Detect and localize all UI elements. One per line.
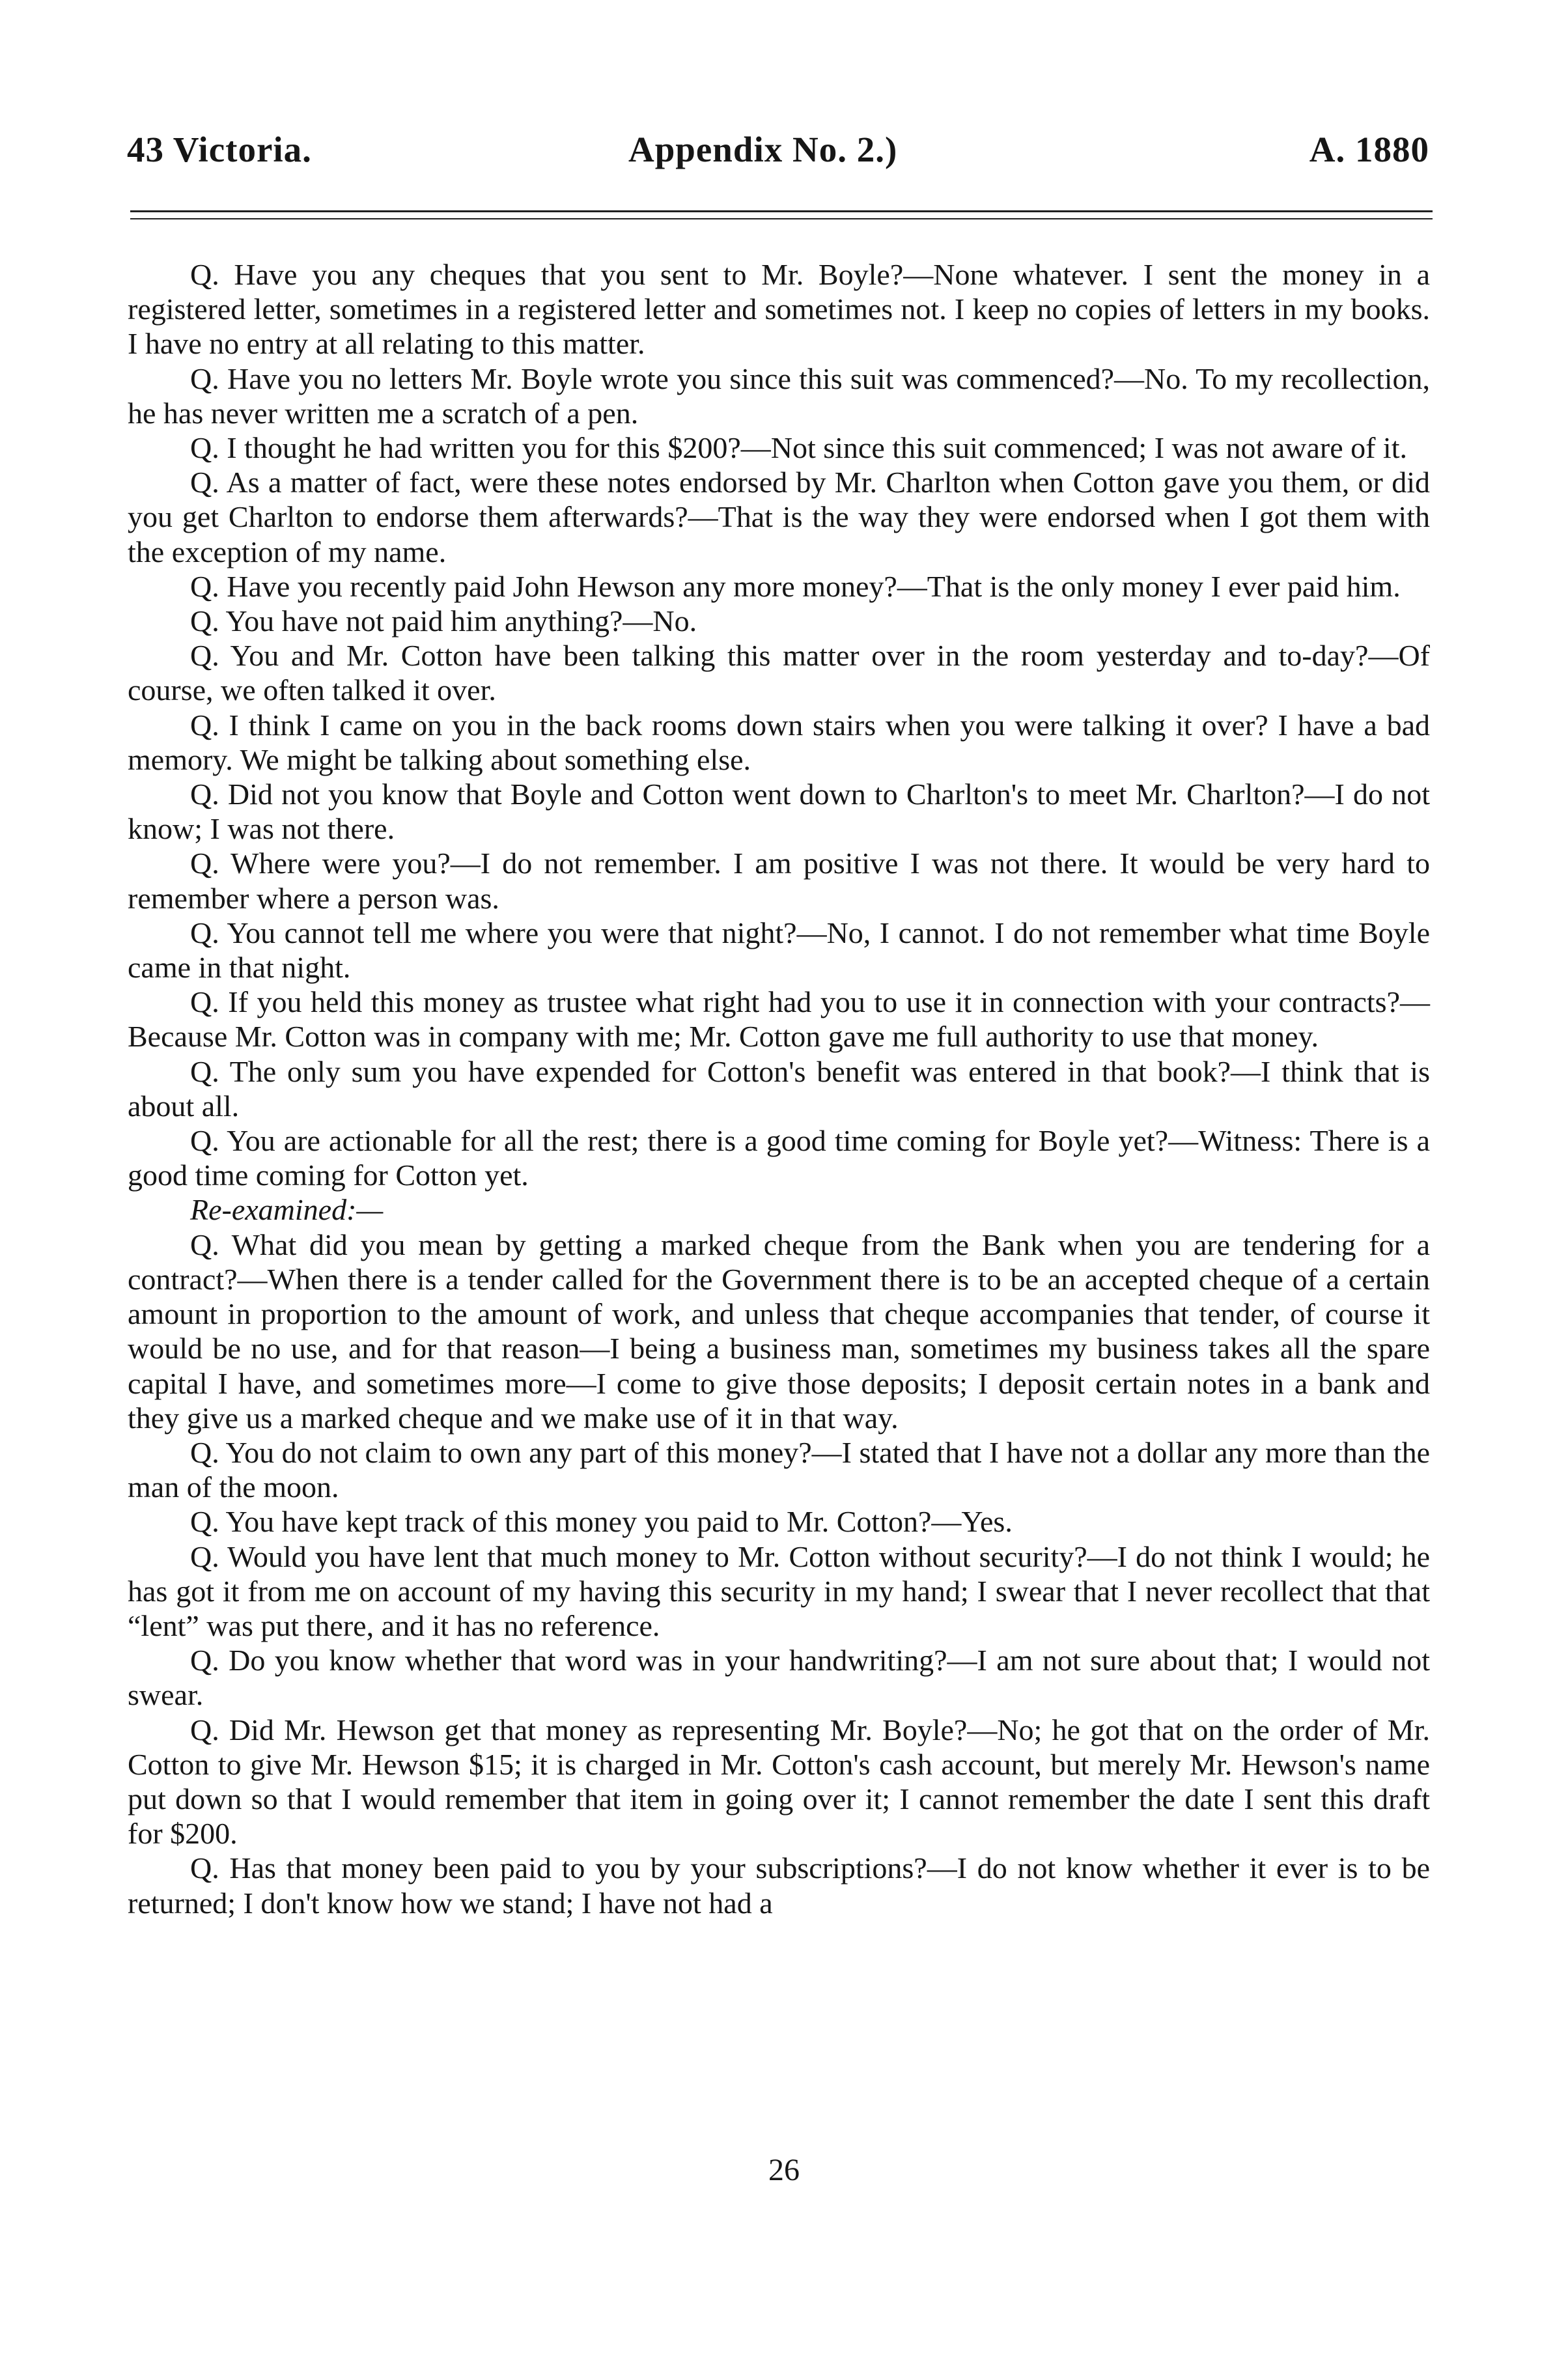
- paragraph: Q. Where were you?—I do not remember. I am positive I was not there. It would be very hard to remember where a person was.: [128, 847, 1430, 915]
- header-year: A. 1880: [1309, 130, 1429, 169]
- paragraph: Q. You have kept track of this money you paid to Mr. Cotton?—Yes.: [190, 1505, 1013, 1539]
- page-header: [127, 129, 1429, 181]
- paragraph: Q. You cannot tell me where you were that night?—No, I cannot. I do not remember what time Boyle came in that night.: [128, 916, 1430, 985]
- paragraph: Q. The only sum you have expended for Cotton's benefit was entered in that book?—I think that is about all.: [128, 1054, 1430, 1123]
- paragraph: Q. I think I came on you in the back rooms down stairs when you were talking it over? I have a bad memory. We might be talking about something else.: [128, 708, 1430, 776]
- paragraph: Q. What did you mean by getting a marked cheque from the Bank when you are tendering for a contract?—When there is a tender called for the Government there is to be an accepted cheque of a certain amount in proportion to the amount of work, and unless that cheque accompanies that tender, of course it would be no use, and for that reason—I being a business man, sometimes my business takes all the spare capital I have, and sometimes more—I come to give those deposits; I deposit certain notes in a bank and they give us a marked cheque and we make use of it in that way.: [128, 1227, 1430, 1435]
- paragraph: Q. Did Mr. Hewson get that money as representing Mr. Boyle?—No; he got that on the order of Mr. Cotton to give Mr. Hewson $15; it is charged in Mr. Cotton's cash account, but merely Mr. Hewson's name put down so that I would remember that item in going over it; I cannot remember the date I sent this draft for $200.: [128, 1713, 1430, 1851]
- paragraph: Q. Have you recently paid John Hewson any more money?—That is the only money I ever paid him.: [190, 569, 1401, 603]
- paragraph: Q. You have not paid him anything?—No.: [190, 604, 697, 638]
- paragraph: Q. You do not claim to own any part of this money?—I stated that I have not a dollar any more than the man of the moon.: [128, 1435, 1430, 1504]
- paragraph: Q. You and Mr. Cotton have been talking this matter over in the room yesterday and to-day?—Of course, we often talked it over.: [128, 639, 1430, 707]
- header-rule: [130, 210, 1433, 219]
- paragraph: Q. Have you any cheques that you sent to Mr. Boyle?—None whatever. I sent the money in a registered letter, sometimes in a registered letter and sometimes not. I keep no copies of letters in my books. I have no entry at all relating to this matter.: [128, 258, 1430, 361]
- paragraph: Q. Has that money been paid to you by your subscriptions?—I do not know whether it ever is to be returned; I don't know how we stand; I have not had a: [128, 1851, 1430, 1920]
- paragraph: Q. If you held this money as trustee what right had you to use it in connection with your contracts?—Because Mr. Cotton was in company with me; Mr. Cotton gave me full authority to use that money.: [128, 985, 1430, 1054]
- paragraph: Q. As a matter of fact, were these notes endorsed by Mr. Charlton when Cotton gave you them, or did you get Charlton to endorse them afterwards?—That is the way they were endorsed when I got them with the exception of my name.: [128, 466, 1430, 568]
- paragraph: Q. Do you know whether that word was in your handwriting?—I am not sure about that; I would not swear.: [128, 1644, 1430, 1712]
- paragraph: Q. I thought he had written you for this $200?—Not since this suit commenced; I was not aware of it.: [190, 431, 1407, 465]
- paragraph: Q. Would you have lent that much money to Mr. Cotton without security?—I do not think I would; he has got it from me on account of my having this security in my hand; I swear that I never recollect that that “lent” was put there, and it has no reference.: [128, 1539, 1430, 1642]
- page-number: 26: [768, 2153, 800, 2187]
- paragraph: Q. You are actionable for all the rest; there is a good time coming for Boyle yet?—Witness: There is a good time coming for Cotton yet.: [128, 1124, 1430, 1192]
- paragraph: Q. Have you no letters Mr. Boyle wrote you since this suit was commenced?—No. To my recollection, he has never written me a scratch of a pen.: [128, 361, 1430, 430]
- reexamined-heading: Re-examined:—: [190, 1193, 384, 1227]
- header-session: 43 Victoria.: [127, 130, 312, 169]
- header-appendix: Appendix No. 2.): [628, 130, 898, 169]
- paragraph: Q. Did not you know that Boyle and Cotton went down to Charlton's to meet Mr. Charlton?—I do not know; I was not there.: [128, 778, 1430, 846]
- testimony-body: [128, 257, 1430, 1920]
